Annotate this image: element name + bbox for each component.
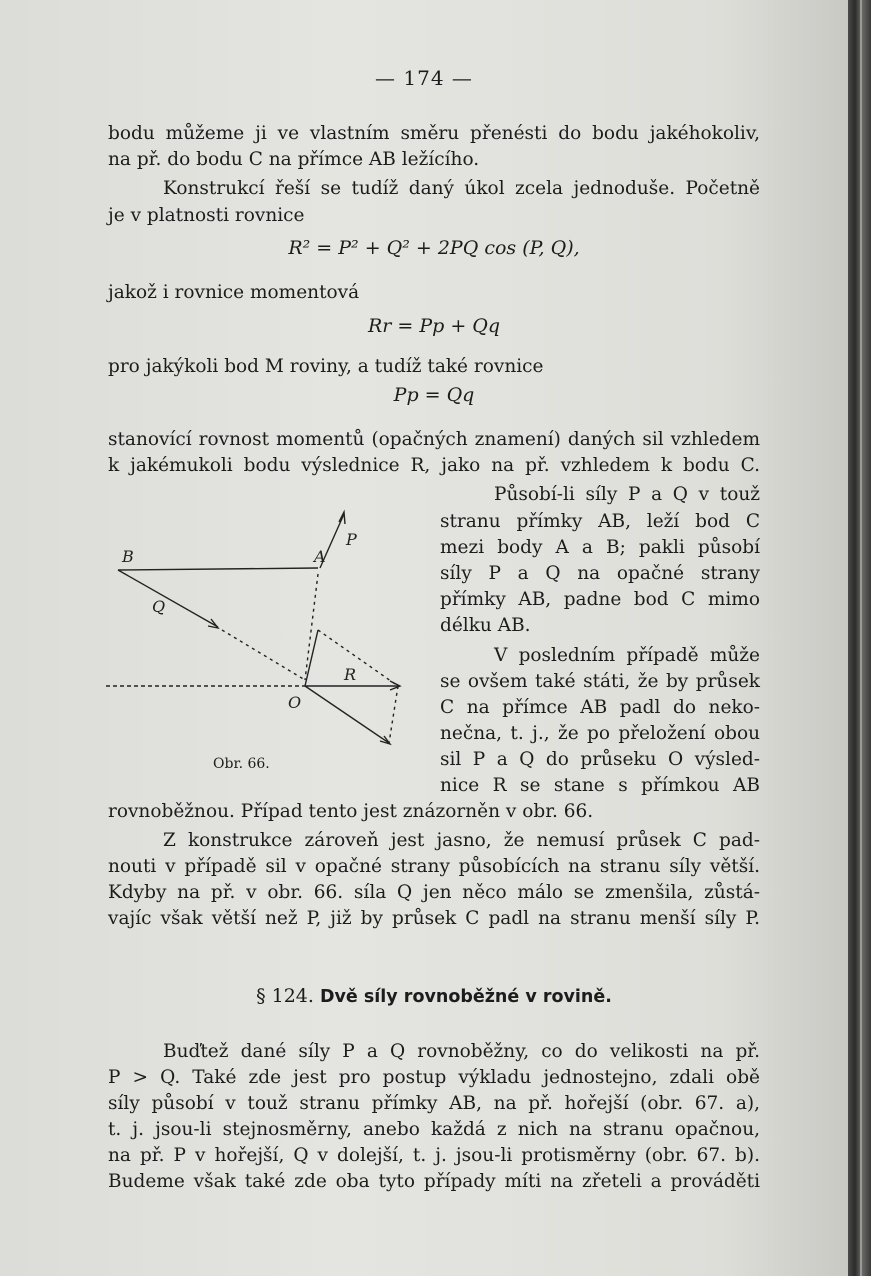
equation-1: R² = P² + Q² + 2PQ cos (P, Q), [288, 237, 580, 259]
q-at-o-line [305, 686, 389, 743]
side-text-line: V posledním případě může [494, 645, 760, 666]
text-line: Buďtež dané síly P a Q rovnoběžny, co do velikosti na př. [163, 1041, 760, 1062]
label-p: P [346, 530, 357, 549]
text-line: rovnoběžnou. Případ tento jest znázorněn v obr. 66. [108, 801, 594, 822]
text-line: nouti v případě sil v opačné strany působících na stranu síly větší. [108, 856, 760, 877]
text-line: P > Q. Také zde jest pro postup výkladu jednostejno, zdali obě [108, 1067, 760, 1088]
parallelogram-side [389, 686, 398, 743]
equation-3: Pp = Qq [393, 384, 475, 406]
equation-2: Rr = Pp + Qq [367, 315, 501, 337]
text-line: Z konstrukce zároveň jest jasno, že nemusí průsek C pad- [163, 830, 760, 851]
side-text-line: Působí-li síly P a Q v touž [494, 484, 760, 505]
figure-caption: Obr. 66. [213, 756, 270, 772]
text-line: bodu můžeme ji ve vlastním směru přenésti do bodu jakéhokoliv, [108, 123, 760, 144]
section-number: § 124. [256, 985, 314, 1007]
text-line: jakož i rovnice momentová [108, 282, 360, 303]
text-line: pro jakýkoli bod M roviny, a tudíž také rovnice [108, 356, 544, 377]
side-text-line: C na přímce AB padl do neko- [440, 697, 760, 718]
force-q-line [118, 570, 218, 627]
page-number: — 174 — [375, 66, 473, 90]
label-r: R [344, 665, 357, 684]
p-at-o-line [305, 630, 318, 686]
page-edge-highlight [860, 0, 862, 1276]
figure-66 [100, 500, 410, 760]
p-dashed-line [305, 574, 318, 680]
side-text-line: přímky AB, padne bod C mimo [440, 589, 760, 610]
side-text-line: mezi body A a B; pakli působí [440, 537, 760, 558]
label-a: A [314, 547, 326, 566]
text-line: na př. P v hořejší, Q v dolejší, t. j. jsou-li protisměrny (obr. 67. b). [108, 1145, 760, 1166]
text-line: vajíc však větší než P, již by průsek C padl na stranu menší síly P. [108, 908, 760, 929]
text-line: t. j. jsou-li stejnosměrny, anebo každá z nich na stranu opačnou, [108, 1119, 760, 1140]
text-line: na př. do bodu C na přímce AB ležícího. [108, 149, 480, 170]
text-line: Budeme však také zde oba tyto případy míti na zřeteli a prováděti [108, 1171, 760, 1192]
side-text-line: délku AB. [440, 615, 531, 636]
label-o: O [288, 693, 302, 712]
side-text-line: sil P a Q do průseku O výsled- [440, 749, 760, 770]
side-text-line: síly P a Q na opačné strany [440, 563, 760, 584]
text-line: síly působí v touž stranu přímky AB, na př. hořejší (obr. 67. a), [108, 1093, 760, 1114]
text-line: k jakémukoli bodu výslednice R, jako na př. vzhledem k bodu C. [108, 455, 760, 476]
text-line: Konstrukcí řeší se tudíž daný úkol zcela jednoduše. Početně [163, 178, 760, 199]
text-line: stanovící rovnost momentů (opačných znamení) daných sil vzhledem [108, 429, 760, 450]
label-q: Q [152, 597, 166, 616]
side-text-line: se ovšem také státi, že by průsek [440, 671, 760, 692]
side-text-line: nice R se stane s přímkou AB [440, 775, 760, 796]
parallelogram-side [318, 630, 398, 686]
text-line: je v platnosti rovnice [108, 205, 305, 226]
section-heading [108, 985, 760, 1007]
side-text-line: stranu přímky AB, leží bod C [440, 511, 760, 532]
text-line: Kdyby na př. v obr. 66. síla Q jen něco málo se zmenšila, zůstá- [108, 882, 760, 903]
q-dashed-line [222, 630, 305, 680]
label-b: B [122, 547, 134, 566]
section-title: Dvě síly rovnoběžné v rovině. [320, 987, 612, 1007]
side-text-line: nečna, t. j., že po přeložení obou [440, 723, 760, 744]
line-ba [118, 568, 318, 570]
